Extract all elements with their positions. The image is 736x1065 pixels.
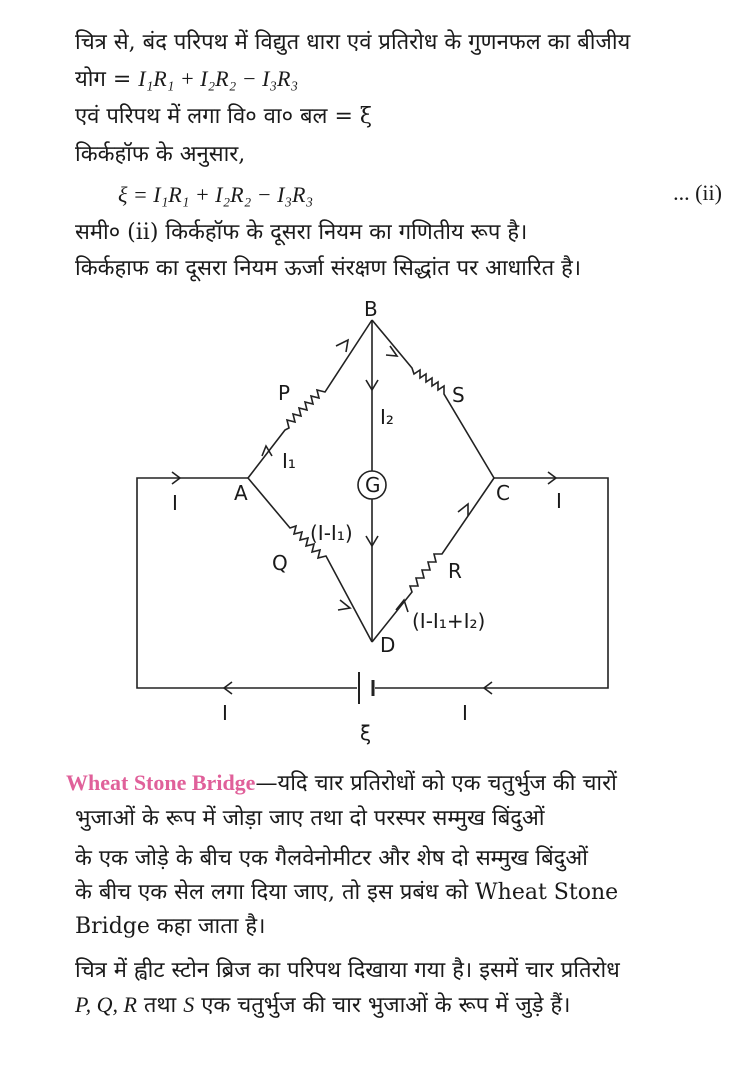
node-label-D: D (380, 633, 396, 657)
wsb-line-5: Bridge कहा जाता है। (75, 914, 266, 939)
resistor-label-S: S (452, 383, 465, 407)
text-line-1: चित्र से, बंद परिपथ में विद्युत धारा एवं प्रतिरोध के गुणनफल का बीजीय (75, 30, 631, 55)
wsb-line-4: के बीच एक सेल लगा दिया जाए, तो इस प्रबंध को Wheat Stone (75, 880, 619, 905)
wsb-line-1-text: —यदि चार प्रतिरोधों को एक चतुर्भुज की चारों (255, 771, 617, 796)
equation-number: ... (ii) (673, 180, 722, 205)
arm-AB-resistor-P (248, 320, 372, 478)
outer-wire-right (375, 478, 608, 688)
arm-BC-resistor-S (372, 320, 494, 478)
wsb-line-2: भुजाओं के रूप में जोड़ा जाए तथा दो परस्पर सम्मुख बिंदुओं (75, 806, 545, 831)
kirchhoff-sum-expression: I₁R₁ + I₂R₂ − I₃R₃ (138, 66, 299, 91)
resistor-label-R: R (448, 559, 462, 583)
wsb-line-7-resistors: P, Q, R (75, 992, 137, 1017)
outer-wire-left (137, 478, 357, 688)
node-label-A: A (234, 481, 248, 505)
wsb-line-6: चित्र में ह्वीट स्टोन ब्रिज का परिपथ दिखाया गया है। इसमें चार प्रतिरोध (75, 958, 620, 983)
current-label-I2: I₂ (380, 405, 394, 429)
wsb-line-7-rest: एक चतुर्भुज की चार भुजाओं के रूप में जुड़े हैं। (194, 993, 571, 1018)
current-label-top-right: I (556, 489, 562, 513)
wsb-line-3: के एक जोड़े के बीच एक गैलवेनोमीटर और शेष दो सम्मुख बिंदुओं (75, 846, 588, 871)
current-label-top-left: I (172, 491, 178, 515)
wsb-line-7-resistor-s: S (183, 992, 195, 1017)
text-line-2-prefix: योग = (75, 67, 139, 92)
arrow-P-arm (336, 340, 348, 352)
current-label-bottom-left: I (222, 701, 228, 725)
current-label-R-arm: (I-I₁+I₂) (412, 609, 486, 633)
resistor-label-P: P (278, 381, 291, 405)
node-label-B: B (364, 297, 378, 321)
wsb-line-7-mid: तथा (136, 993, 184, 1018)
text-line-4: किर्कहॉफ के अनुसार, (75, 142, 246, 167)
galvanometer-label: G (365, 473, 381, 497)
arm-AD-resistor-Q (248, 478, 372, 642)
current-label-bottom-right: I (462, 701, 468, 725)
wsb-line-7 (75, 990, 571, 1021)
text-line-7: किर्कहाफ का दूसरा नियम ऊर्जा संरक्षण सिद्धांत पर आधारित है। (75, 256, 582, 281)
current-label-Q-arm: (I-I₁) (310, 521, 353, 545)
equation-ii: ξ = I₁R₁ + I₂R₂ − I₃R₃ (118, 182, 314, 207)
resistor-label-Q: Q (272, 551, 288, 575)
wsb-line-1 (66, 768, 617, 799)
arrow-R-arm (458, 504, 468, 516)
arrow-Q-arm (338, 600, 350, 610)
text-line-3: एवं परिपथ में लगा वि० वा० बल = ξ (75, 104, 373, 129)
cell-emf-label: ξ (360, 721, 372, 745)
text-line-6: समी० (ii) किर्कहॉफ के दूसरा नियम का गणितीय रूप है। (75, 220, 528, 245)
current-label-I1: I₁ (282, 449, 296, 473)
node-label-C: C (496, 481, 510, 505)
wsb-heading: Wheat Stone Bridge (66, 770, 256, 795)
